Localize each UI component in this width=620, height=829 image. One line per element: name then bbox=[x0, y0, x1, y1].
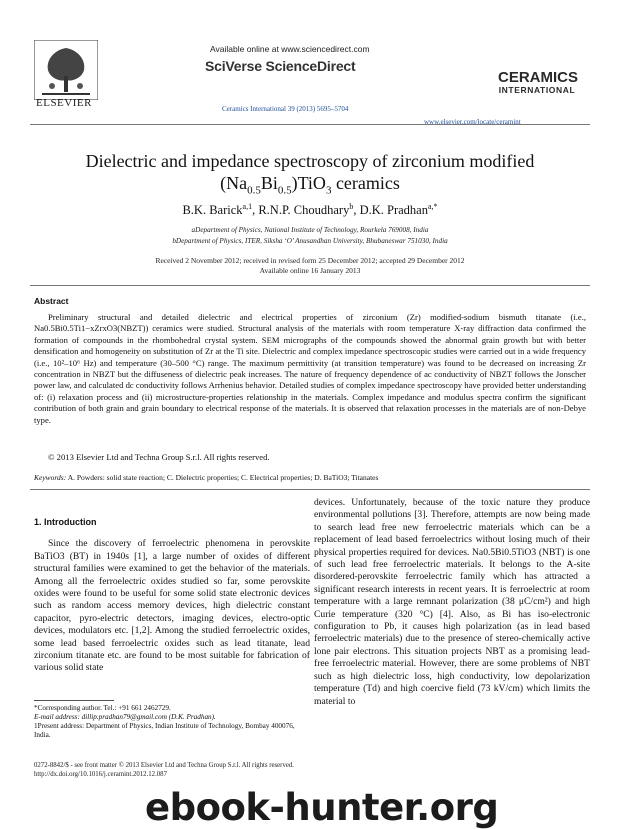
available-online-date: Available online 16 January 2013 bbox=[259, 266, 361, 275]
footnote-rule bbox=[34, 700, 114, 701]
article-title bbox=[30, 150, 590, 202]
keywords-line bbox=[34, 473, 378, 482]
ceramics-international-logo bbox=[498, 69, 579, 95]
footnote-email: E-mail address: dillip.pradhan79@gmail.com (D.K. Pradhan). bbox=[34, 713, 216, 721]
elsevier-tree-icon bbox=[34, 40, 98, 100]
title-line2: $(Na_{0.5}Bi_{0.5})TiO_3$ ceramics bbox=[220, 173, 400, 197]
abstract-top-rule bbox=[30, 285, 590, 286]
journal-reference-link[interactable]: Ceramics International 39 (2013) 5695–5704 bbox=[222, 105, 349, 113]
header-rule bbox=[30, 124, 590, 125]
footnote-corresponding: *Corresponding author. Tel.: +91 661 2462729. bbox=[34, 704, 171, 712]
journal-logo-line2: INTERNATIONAL bbox=[498, 85, 576, 95]
keywords-list: A. Powders: solid state reaction; C. Dielectric properties; C. Electrical properties; D. BaTiO3; Titanates bbox=[67, 473, 379, 482]
affiliation-a: aDepartment of Physics, National Institute of Technology, Rourkela 769008, India bbox=[191, 226, 429, 234]
abstract-body: Preliminary structural and detailed dielectric and electrical properties of zirconium (Zr) modified-sodium bismuth titanate (i.e., Na0.5Bi0.5Ti1−xZrxO3(NBZT)) ceramics were studied. Structural analysis of the materials with room temperature X-ray diffraction data confirmed the formation of compounds in the rhombohedral crystal system. SEM micrographs of the compounds showed the abnormal grain growth but with better densification and homogeneity on substitution of Zr at the Ti site. Dielectric and complex impedance spectroscopic studies were carried out in a wide frequency (i.e., 10²–10⁶ Hz) and temperature (30–500 °C) range. The maximum permittivity (at transition temperature) was found to be decreased on increasing Zr concentration in NBZT but the diffuseness of dielectric peak increases. The nature of frequency dependence of ac conductivity of NBZT follows the Jonscher power law, and calculated dc conductivity follows Arrhenius behavior. Detailed studies of complex impedance spectroscopy have provided better understanding of: (i) relaxation process and (ii) microstructure-properties relationship in the materials. Complex impedance and modulus spectra confirm the significant contribution of both grain and grain boundary to electrical response of the materials. It is observed that relaxation processes in the materials are of non-Debye type. bbox=[34, 312, 586, 425]
doi-link[interactable]: http://dx.doi.org/10.1016/j.ceramint.2012.12.087 bbox=[34, 771, 167, 778]
journal-url-link[interactable]: www.elsevier.com/locate/ceramint bbox=[424, 118, 521, 126]
section-heading: 1. Introduction bbox=[34, 517, 97, 527]
abstract-heading: Abstract bbox=[34, 296, 69, 306]
intro-paragraph-left: Since the discovery of ferroelectric phenomena in perovskite BaTiO3 (BT) in 1940s [1], a large number of oxides of different structural families were examined to get the behavior of the materials. Among all the ferroelectric oxides studied so far, some perovskite oxides were found to be useful for some solid state electronic devices such as random access memory devices, high dielectric constant capacitor, pyro-electric detectors, imaging devices, electro-optic devices, modulators etc. [1,2]. Among the studied ferroelectric oxides, some lead based ferroelectric oxides such as lead titanate, lead zirconium titanate etc. are found to be most suitable for fabrication of various solid state bbox=[34, 538, 310, 674]
keywords-label: Keywords: bbox=[34, 473, 67, 482]
front-matter bbox=[34, 761, 294, 779]
journal-logo-line1: CERAMICS bbox=[498, 69, 579, 86]
intro-left-column bbox=[34, 516, 310, 675]
footnotes bbox=[34, 704, 310, 740]
title-line1: Dielectric and impedance spectroscopy of zirconium modified bbox=[85, 151, 535, 171]
received-dates: Received 2 November 2012; received in revised form 25 December 2012; accepted 29 December 2012 bbox=[155, 256, 465, 265]
intro-paragraph-right: devices. Unfortunately, because of the toxic nature they produce environmental pollutions [3]. Therefore, attempts are now being made to search lead free new ferroelectric materials which can be a replacement of lead based ferroelectrics without losing much of their physical properties required for devices. Na0.5Bi0.5TiO3 (NBT) is one of such lead free ferroelectric materials. It belongs to the A-site disordered-perovskite ferroelectric family which has attracted a significant research interests in recent years. It is ferroelectric at room temperature with a large remnant polarization (38 μC/cm²) and high Curie temperature (320 °C) [4]. Also, as Bi has iso-electronic configuration to Pb, it causes high polarization (as in lead based ferroelectric materials) due to the presence of stereo-chemically active lone pair electrons. This situation projects NBT as a promising lead-free ferroelectric material. However, there are some problems of NBT such as high dielectric loss, high conductivity, low depolarization temperature (Td) and high coercive field (73 kV/cm) which limits the material to bbox=[314, 497, 590, 707]
available-online-text: Available online at www.sciencedirect.com bbox=[210, 44, 370, 54]
intro-right-column bbox=[314, 497, 590, 708]
issn-line: 0272-8842/$ - see front matter © 2013 Elsevier Ltd and Techna Group S.r.l. All rights reserved. bbox=[34, 762, 294, 769]
abstract-bottom-rule bbox=[30, 489, 590, 490]
affiliation-b: bDepartment of Physics, ITER, Siksha ‘O’ Anusandhan University, Bhubaneswar 751030, India bbox=[172, 237, 448, 245]
elsevier-logo-text: ELSEVIER bbox=[36, 97, 92, 109]
footnote-present-address: 1Present address: Department of Physics, Indian Institute of Technology, Bombay 400076, India. bbox=[34, 722, 295, 739]
copyright-notice: © 2013 Elsevier Ltd and Techna Group S.r.l. All rights reserved. bbox=[48, 452, 270, 462]
sciverse-logo-text: SciVerse ScienceDirect bbox=[205, 58, 356, 74]
watermark-text: ebook-hunter.org bbox=[145, 786, 499, 829]
author-list: B.K. Barick$^{a,1}$, R.N.P. Choudhary$^b$, D.K. Pradhan$^{a,*}$ bbox=[182, 202, 438, 218]
